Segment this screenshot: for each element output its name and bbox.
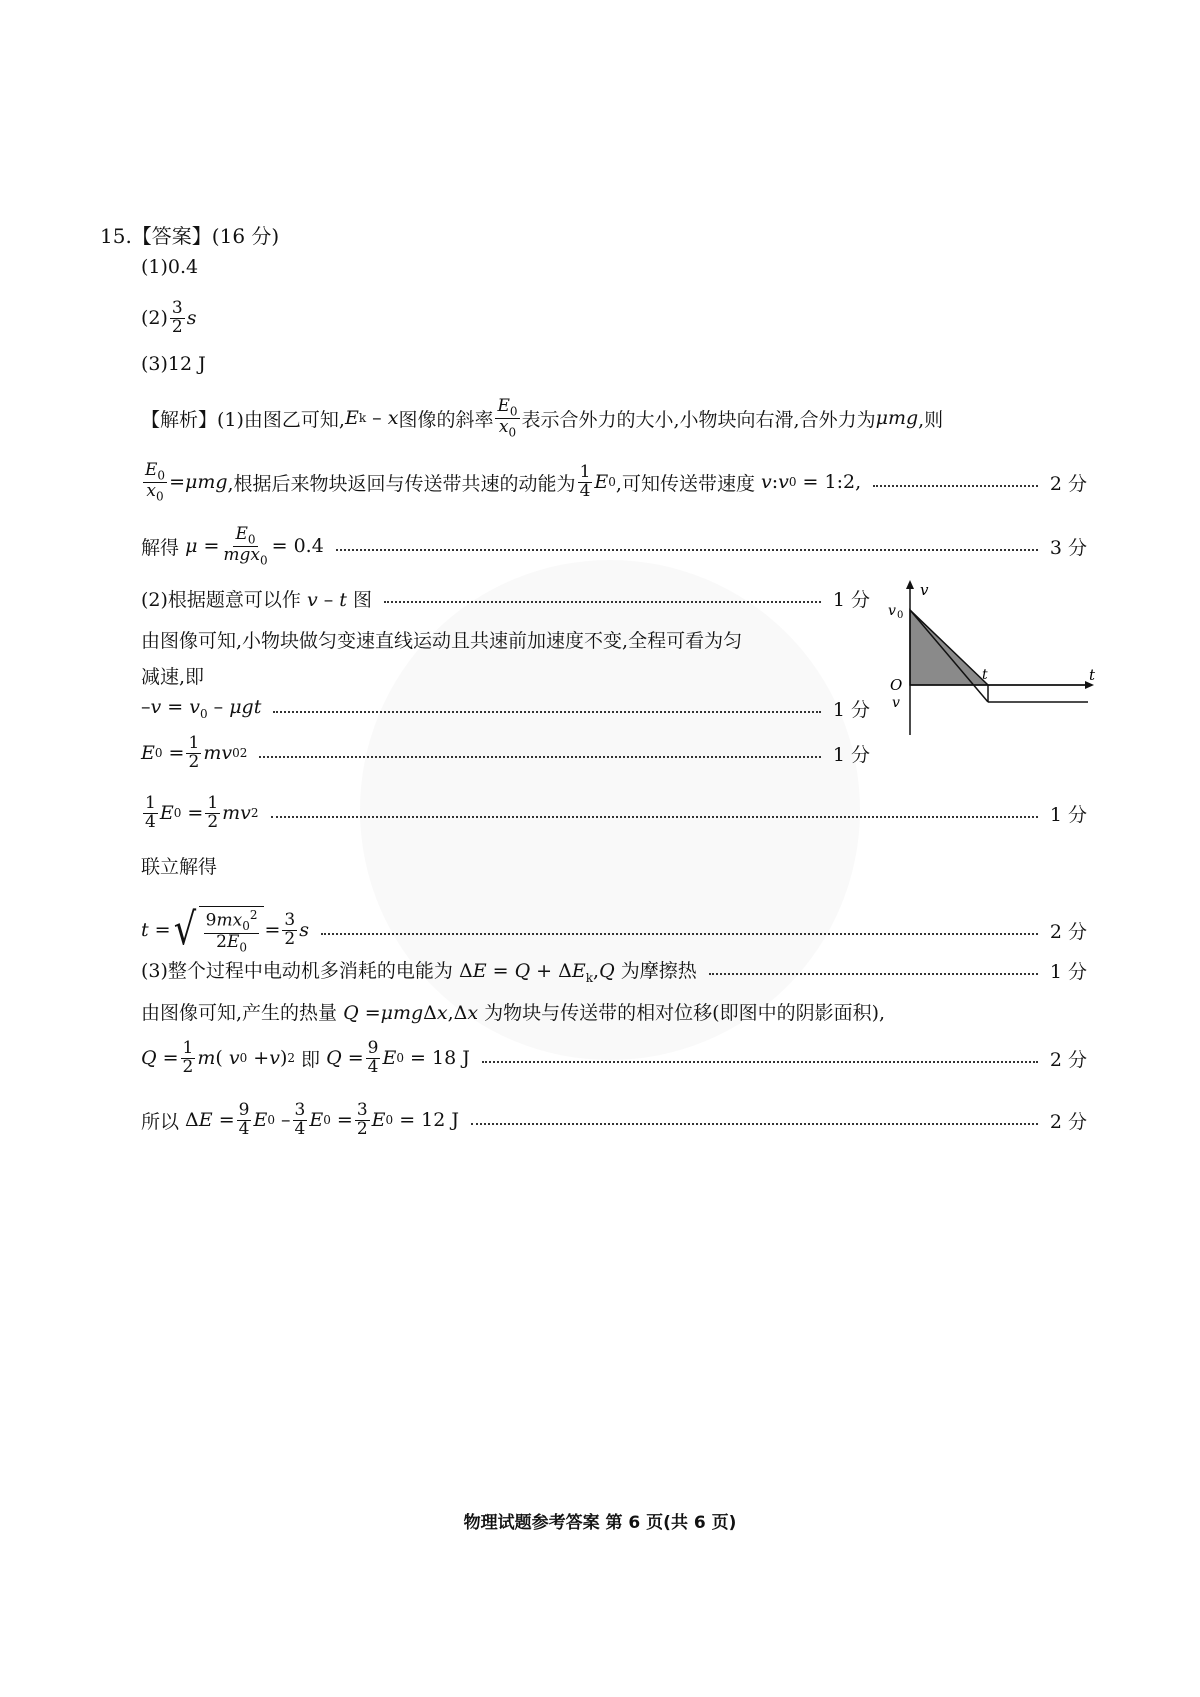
answer-2 (141, 300, 197, 337)
answer-2-unit: s (186, 307, 197, 330)
label-t: t (982, 667, 988, 683)
analysis-line-2: $\frac{E_0}{x_0}$ = μmg ,根据后来物块返回与传送带共速的动能为 $\frac{1}{4}$ E 0 ,可知传送带速度 v : v 0 = 1:2, 2 分 (145, 459, 1087, 503)
page-footer: 物理试题参考答案 第 6 页(共 6 页) (463, 1513, 737, 1533)
v-t-graph (880, 580, 1100, 740)
analysis-line-14: Q = $\frac{1}{2}$ m ( v 0 + v ) 2 即 Q = $\frac{9}{4}$ E 0 = 18 J 2 分 (141, 1037, 1087, 1077)
analysis-line-13: 由图像可知,产生的热量 Q =μmgΔx,Δx 为物块与传送带的相对位移(即图中的阴影面积), (141, 1002, 886, 1024)
label-neg-v: v (892, 695, 900, 711)
label-origin: O (890, 676, 903, 694)
question-header: 15.【答案】(16 分) (100, 224, 280, 248)
analysis-line-6: 减速,即 (141, 666, 205, 688)
analysis-line-7: $-v = v_0 - \mu gt$ 1 分 (141, 695, 870, 721)
analysis-line-8: E 0 = $\frac{1}{2}$ mv 0 2 1 分 (141, 732, 870, 772)
label-t-axis: t (1089, 666, 1096, 684)
answer-2-fraction: $\frac{3}{2}$ (171, 298, 183, 337)
shaded-area (910, 610, 988, 685)
score-8: 1 分 (832, 743, 870, 766)
answer-2-label: (2) (141, 307, 168, 330)
answer-1: (1)0.4 (141, 256, 199, 278)
label-v0-subscript: 0 (897, 610, 904, 621)
score-14: 2 分 (1049, 1048, 1087, 1071)
analysis-line-1: 【解析】(1)由图乙可知, E k – x 图像的斜率 $\frac{E_0}{x_0}$ 表示合外力的大小,小物块向右滑,合外力为 μmg ,则 (141, 396, 944, 440)
score-15: 2 分 (1049, 1110, 1087, 1133)
score-2: 2 分 (1049, 472, 1087, 495)
leader-dots (873, 485, 1038, 487)
label-v-axis: v (920, 581, 929, 599)
analysis-line-3: 解得 μ = $\frac{E_0}{mgx_0}$ = 0.4 3 分 (141, 523, 1087, 567)
score-7: 1 分 (832, 698, 870, 721)
analysis-line-4: (2)根据题意可以作 v – t 图 1 分 (141, 578, 870, 618)
analysis-line-11: t = √ $\frac{9mx_0^2}{2E_0}$ = $\frac{3}{2}$ s 2 分 (141, 904, 1087, 955)
label-v0: v (888, 603, 896, 619)
score-3: 3 分 (1049, 536, 1087, 559)
score-9: 1 分 (1049, 803, 1087, 826)
analysis-line-5: 由图像可知,小物块做匀变速直线运动且共速前加速度不变,全程可看为匀 (141, 630, 743, 652)
answer-3: (3)12 J (141, 353, 206, 375)
score-4: 1 分 (832, 588, 870, 611)
score-11: 2 分 (1049, 920, 1087, 943)
score-12: 1 分 (1049, 960, 1087, 983)
analysis-line-15: 所以 Δ E = $\frac{9}{4}$ E 0 – $\frac{3}{4}$ E 0 = $\frac{3}{2}$ E 0 = 12 J 2 分 (141, 1099, 1087, 1139)
v-axis-arrow (906, 580, 914, 589)
analysis-line-12: (3)整个过程中电动机多消耗的电能为 $\Delta E = Q + \Delta E_k,Q$ 为摩擦热 1 分 (141, 950, 1087, 990)
analysis-line-9: $\frac{1}{4}$ E 0 = $\frac{1}{2}$ mv 2 1 分 (145, 792, 1087, 832)
analysis-line-10: 联立解得 (141, 856, 218, 878)
